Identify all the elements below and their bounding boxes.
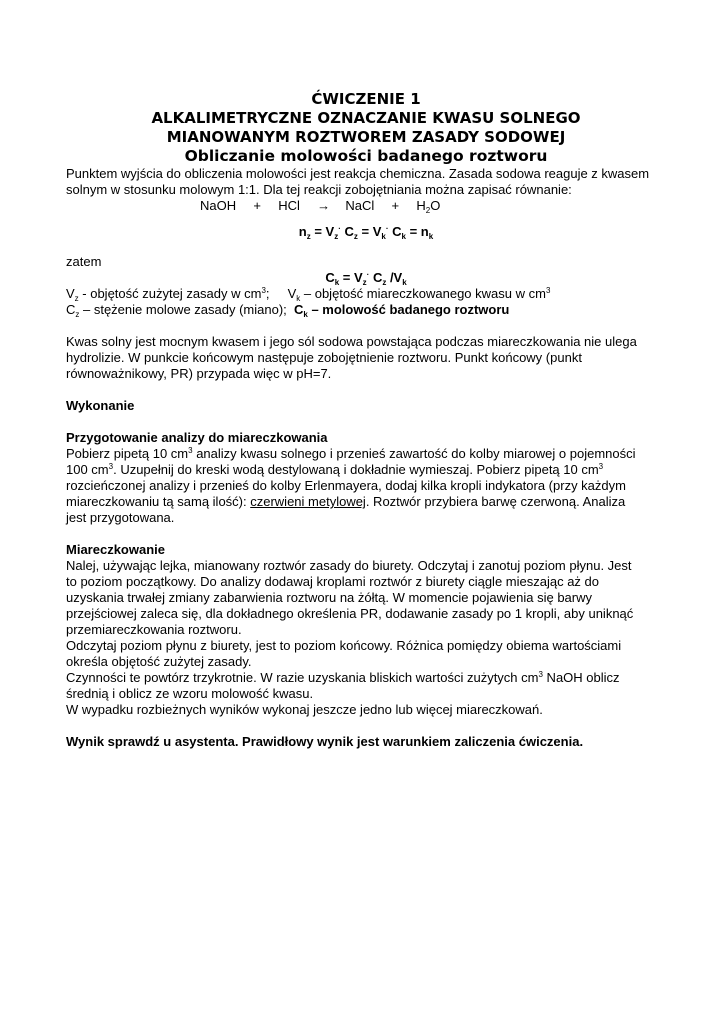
- prep-line-3: rozcieńczonej analizy i przenieś do kolby Erlenmayera, dodaj kilka kropli indykatora (przy każdym: [66, 478, 626, 493]
- plus-sign: +: [391, 198, 400, 213]
- titration-line-4: przejściowej zaleca się, dla dokładnego określenia PR, dodawanie zasady po 1 kropli, aby uniknąć: [66, 606, 634, 621]
- final-note: Wynik sprawdź u asystenta. Prawidłowy wynik jest warunkiem zaliczenia ćwiczenia.: [66, 734, 584, 749]
- exercise-number: ĆWICZENIE 1: [311, 90, 421, 108]
- zatem-label: zatem: [66, 254, 102, 269]
- titration-line-2: to poziom początkowy. Do analizy dodawaj kroplami roztwór z biurety ciągle mieszając aż do: [66, 574, 599, 589]
- intro-line-2: solnym w stosunku molowym 1:1. Dla tej reakcji zobojętniania można zapisać równanie:: [66, 182, 572, 197]
- hcl-paragraph-line-2: hydrolizie. W punkcie końcowym następuje zobojętnienie roztworu. Punkt końcowy (punkt: [66, 350, 582, 365]
- document-title: [66, 90, 666, 166]
- titration-line-1: Nalej, używając lejka, mianowany roztwór zasady do biurety. Odczytaj i zanotuj poziom płynu. Jest: [66, 558, 632, 573]
- hcl-paragraph-line-1: Kwas solny jest mocnym kwasem i jego sól sodowa powstająca podczas miareczkowania nie ulega: [66, 334, 637, 349]
- hcl-paragraph-line-3: równoważnikowy, PR) przypada więc w pH=7.: [66, 366, 332, 381]
- intro-line-1: Punktem wyjścia do obliczenia molowości jest reakcja chemiczna. Zasada sodowa reaguje z kwasem: [66, 166, 650, 181]
- indicator-name: czerwieni metylowej: [250, 494, 366, 509]
- prep-line-1: Pobierz pipetą 10 $cm^3$ analizy kwasu solnego i przenieś zawartość do kolby miarowej o pojemności: [66, 446, 636, 461]
- titration-line-3: uzyskania trwałej zmiany zabarwienia roztworu na żółtą. W momencie pojawienia się barwy: [66, 590, 592, 605]
- document-page: [66, 90, 666, 750]
- title-line-2: ALKALIMETRYCZNE OZNACZANIE KWASU SOLNEGO: [151, 109, 581, 127]
- titration-line-7: określa objętość zużytej zasady.: [66, 654, 252, 669]
- titration-line-8: Czynności te powtórz trzykrotnie. W razie uzyskania bliskich wartości zużytych $cm^3$ NaOH oblicz: [66, 670, 620, 685]
- section-heading-wykonanie: Wykonanie: [66, 398, 135, 413]
- plus-sign: +: [253, 198, 261, 213]
- reaction-equation: [200, 198, 666, 218]
- titration-line-10: W wypadku rozbieżnych wyników wykonaj jeszcze jedno lub więcej miareczkowań.: [66, 702, 543, 717]
- molarity-formula: $C_k = V_z^\cdot$ $C_z$ $/V_k$: [325, 270, 407, 287]
- product-nacl: NaCl: [345, 198, 375, 213]
- reaction-arrow: →: [317, 198, 331, 213]
- prep-line-2: 100 $cm^3$. Uzupełnij do kreski wodą destylowaną i dokładnie wymieszaj. Pobierz pipetą 10 $cm^3$: [66, 462, 604, 477]
- prep-line-4: miareczkowaniu tą samą ilość): czerwieni metylowej. Roztwór przybiera barwę czerwoną. Analiza: [66, 494, 626, 509]
- legend-concentrations: $C_z$ – stężenie molowe zasady (miano); $C_k$ – molowość badanego roztworu: [66, 302, 510, 319]
- prep-line-5: jest przygotowana.: [66, 510, 175, 525]
- titration-line-9: średnią i oblicz ze wzoru molowość kwasu.: [66, 686, 314, 701]
- titration-line-5: przemiareczkowania roztworu.: [66, 622, 242, 637]
- legend-volumes: $V_z$ - objętość zużytej zasady w $cm^3$; $V_k$ – objętość miareczkowanego kwasu w $cm^3$: [66, 286, 551, 303]
- reactant-hcl: HCl: [278, 198, 300, 213]
- moles-equation: $n_z = V_z^\cdot$ $C_z = V_k^\cdot$ $C_k = n_k$: [298, 224, 434, 241]
- reactant-naoh: NaOH: [200, 198, 237, 213]
- section-heading-przygotowanie: Przygotowanie analizy do miareczkowania: [66, 430, 328, 445]
- titration-line-6: Odczytaj poziom płynu z biurety, jest to poziom końcowy. Różnica pomiędzy obiema wartościami: [66, 638, 622, 653]
- product-water: $H_2O$: [416, 198, 441, 215]
- title-line-3: MIANOWANYM ROZTWOREM ZASADY SODOWEJ: [166, 128, 566, 146]
- section-heading-miareczkowanie: Miareczkowanie: [66, 542, 165, 557]
- subtitle: Obliczanie molowości badanego roztworu: [184, 147, 548, 165]
